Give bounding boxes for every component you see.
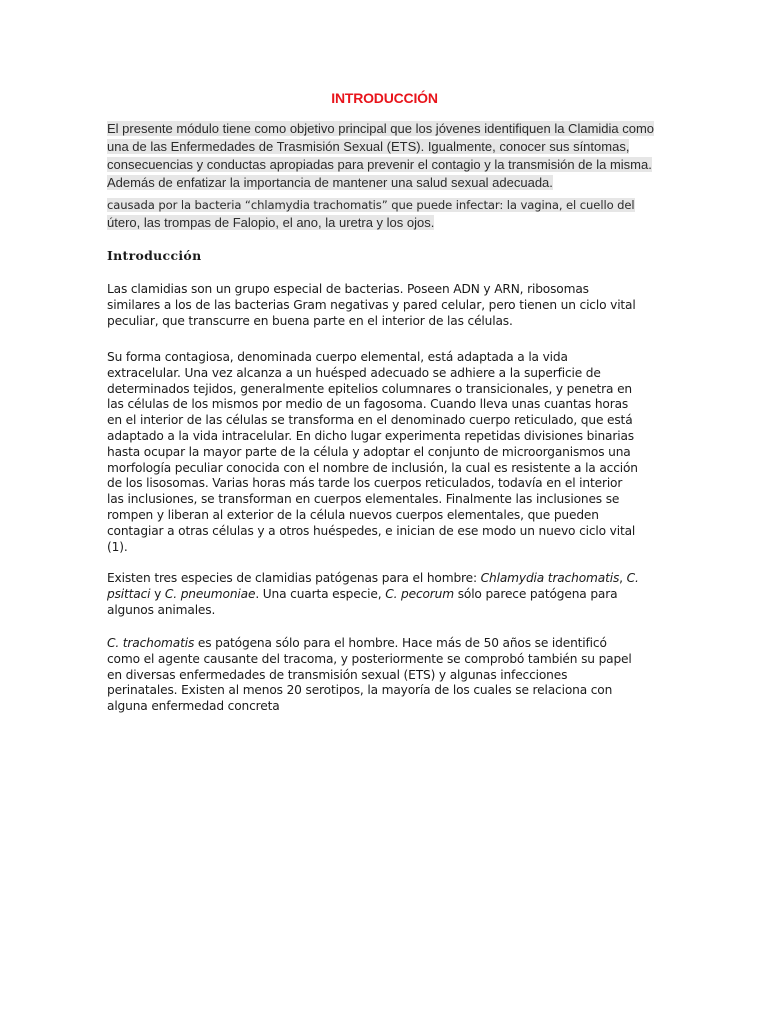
causada-text-part2: útero, las trompas de Falopio, el ano, la uretra y los ojos.: [107, 215, 435, 231]
p3-text-3: y: [150, 586, 165, 601]
intro-paragraph: [107, 120, 665, 192]
p3-species-4: C. pecorum: [385, 586, 454, 601]
causada-text-part1: causada por la bacteria “chlamydia trachomatis” que puede infectar: la vagina, el cuello del: [107, 198, 635, 212]
body-paragraph-1: Las clamidias son un grupo especial de bacterias. Poseen ADN y ARN, ribosomas similares a los de las bacterias Gram negativas y pared celular, pero tienen un ciclo vital peculiar, que transcurre en buena parte en el interior de las células.: [107, 282, 636, 328]
p3-text-4: . Una cuarta especie,: [255, 586, 386, 601]
p3-species-3: C. pneumoniae: [164, 586, 256, 601]
p3-species-1: Chlamydia trachomatis: [480, 571, 620, 585]
body-paragraph-4: [107, 636, 641, 715]
p3-text-2: ,: [619, 571, 627, 585]
page-title: INTRODUCCIÓN: [331, 90, 438, 106]
body-paragraph-2: Su forma contagiosa, denominada cuerpo elemental, está adaptada a la vida extracelular. Una vez alcanza a un huésped adecuado se adhiere a la superficie de determinados tejidos, generalmente epitelios columnares o transicionales, y penetra en las células de los mismos por medio de un fagosoma. Cuando lleva unas cuantas horas en el interior de las células se transforma en el denominado cuerpo reticulado, que está adaptado a la vida intracelular. En dicho lugar experimenta repetidas divisiones binarias hasta ocupar la mayor parte de la célula y adoptar el conjunto de microorganismos una morfología peculiar conocida con el nombre de inclusión, la cual es resistente a la acción de los lisosomas. Varias horas más tarde los cuerpos reticulados, todavía en el interior las inclusiones, se transforman en cuerpos elementales. Finalmente las inclusiones se rompen y liberan al exterior de la célula nuevos cuerpos elementales, que pueden contagiar a otras células y a otros huéspedes, e inician de ese modo un nuevo ciclo vital (1).: [107, 350, 638, 554]
p3-species-2: C. psittaci: [107, 571, 639, 601]
p3-text-5: sólo parece patógena para algunos animales.: [107, 586, 618, 617]
causada-paragraph: [107, 196, 665, 231]
section-subheading: Introducción: [107, 248, 202, 263]
body-paragraph-3: [107, 571, 641, 618]
intro-highlighted-text: El presente módulo tiene como objetivo principal que los jóvenes identifiquen la Clamidia como una de las Enfermedades de Trasmisión Sexual (ETS). Igualmente, conocer sus síntomas, consecuencias y conductas apropiadas para prevenir el contagio y la transmisión de la misma. Además de enfatizar la importancia de mantener una salud sexual adecuada.: [107, 121, 655, 190]
p4-species: C. trachomatis: [107, 636, 195, 650]
p4-text: es patógena sólo para el hombre. Hace más de 50 años se identificó como el agente causante del tracoma, y posteriormente se comprobó también su papel en diversas enfermedades de transmisión sexual (ETS) y algunas infecciones perinatales. Existen al menos 20 serotipos, la mayoría de los cuales se relaciona con alguna enfermedad concreta: [107, 636, 632, 714]
p3-text-1: Existen tres especies de clamidias patógenas para el hombre:: [107, 571, 481, 585]
